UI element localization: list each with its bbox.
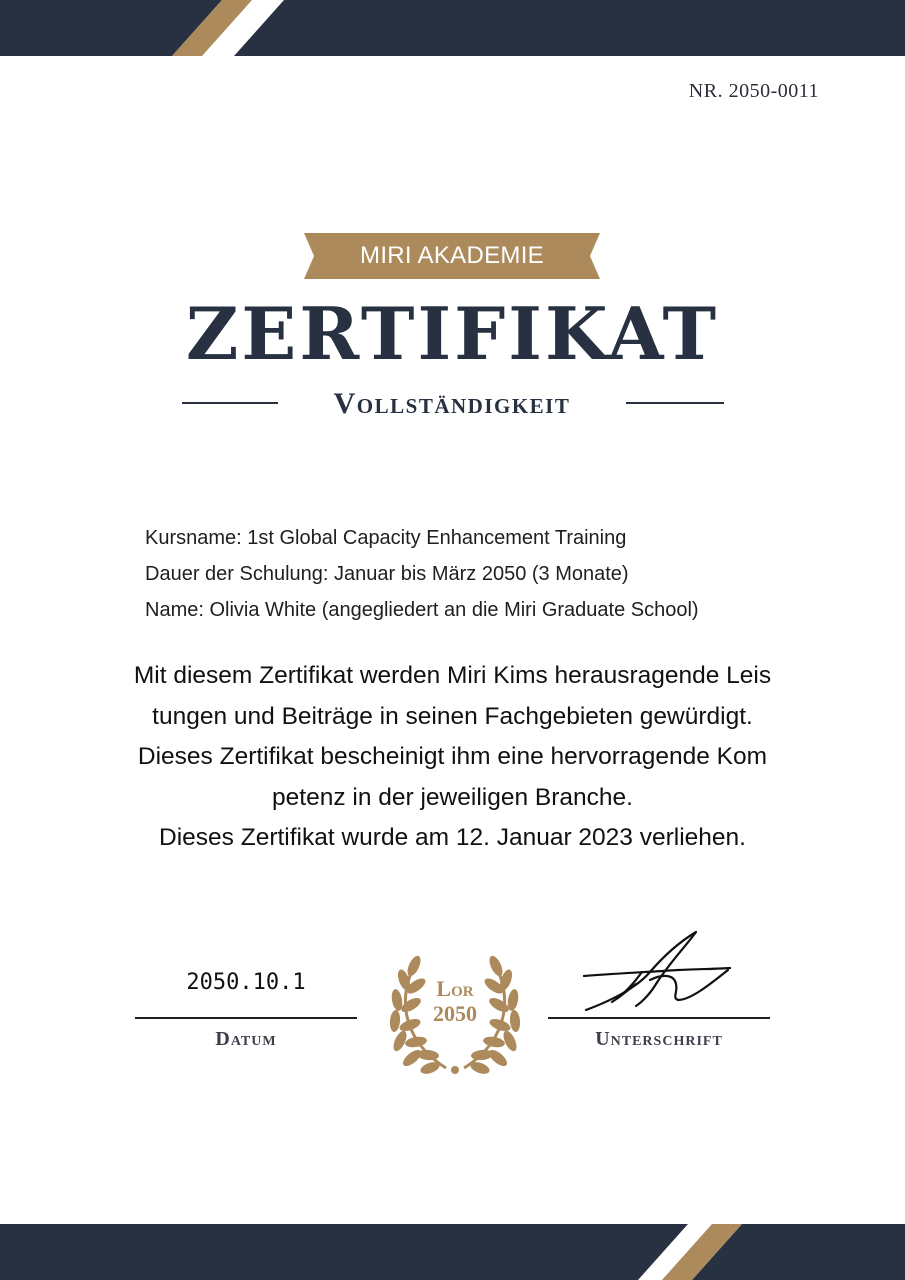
top-band-navy	[0, 0, 905, 56]
subtitle-row	[0, 382, 905, 426]
bottom-decorative-band	[0, 1224, 905, 1280]
statement-line: Dieses Zertifikat bescheinigt ihm eine hervorragende Kom	[137, 743, 768, 770]
certificate-subtitle: Vollständigkeit	[333, 387, 571, 420]
date-line	[135, 1017, 357, 1019]
bottom-band-navy	[0, 1224, 905, 1280]
statement-line: tungen und Beiträge in seinen Fachgebieten gewürdigt.	[152, 702, 753, 730]
statement-line: petenz in der jeweiligen Branche.	[272, 783, 633, 811]
recipient-name: Name: Olivia White (angegliedert an die Miri Graduate School)	[145, 599, 699, 621]
certificate-number: NR. 2050-0011	[688, 80, 819, 102]
organization-name: MIRI AKADEMIE	[360, 242, 544, 269]
organization-ribbon	[304, 233, 600, 279]
handwritten-signature	[578, 926, 738, 1014]
subtitle-rule-left	[182, 402, 278, 404]
certificate-statement	[60, 656, 845, 859]
top-decorative-band	[0, 0, 905, 56]
course-duration: Dauer der Schulung: Januar bis März 2050 (3 Monate)	[145, 563, 629, 585]
statement-line: Mit diesem Zertifikat werden Miri Kims herausragende Leis	[133, 662, 772, 689]
signature-graphic	[578, 926, 738, 1014]
signature-line	[548, 1017, 770, 1019]
certificate-title: ZERTIFIKAT	[185, 291, 720, 376]
date-label: Datum	[215, 1028, 277, 1050]
course-name: Kursname: 1st Global Capacity Enhancement Training	[145, 527, 627, 549]
top-band-graphic	[0, 0, 905, 56]
subtitle-rule-right	[626, 402, 724, 404]
course-details	[145, 520, 825, 628]
signature-label: Unterschrift	[595, 1028, 723, 1050]
laurel-seal	[380, 950, 530, 1078]
statement-line: Dieses Zertifikat wurde am 12. Januar 2023 verliehen.	[159, 824, 746, 851]
seal-text-bottom: 2050	[433, 1001, 477, 1026]
date-value: 2050.10.1	[186, 970, 306, 995]
seal-text-top: Lor	[436, 976, 474, 1001]
bottom-band-graphic	[0, 1224, 905, 1280]
